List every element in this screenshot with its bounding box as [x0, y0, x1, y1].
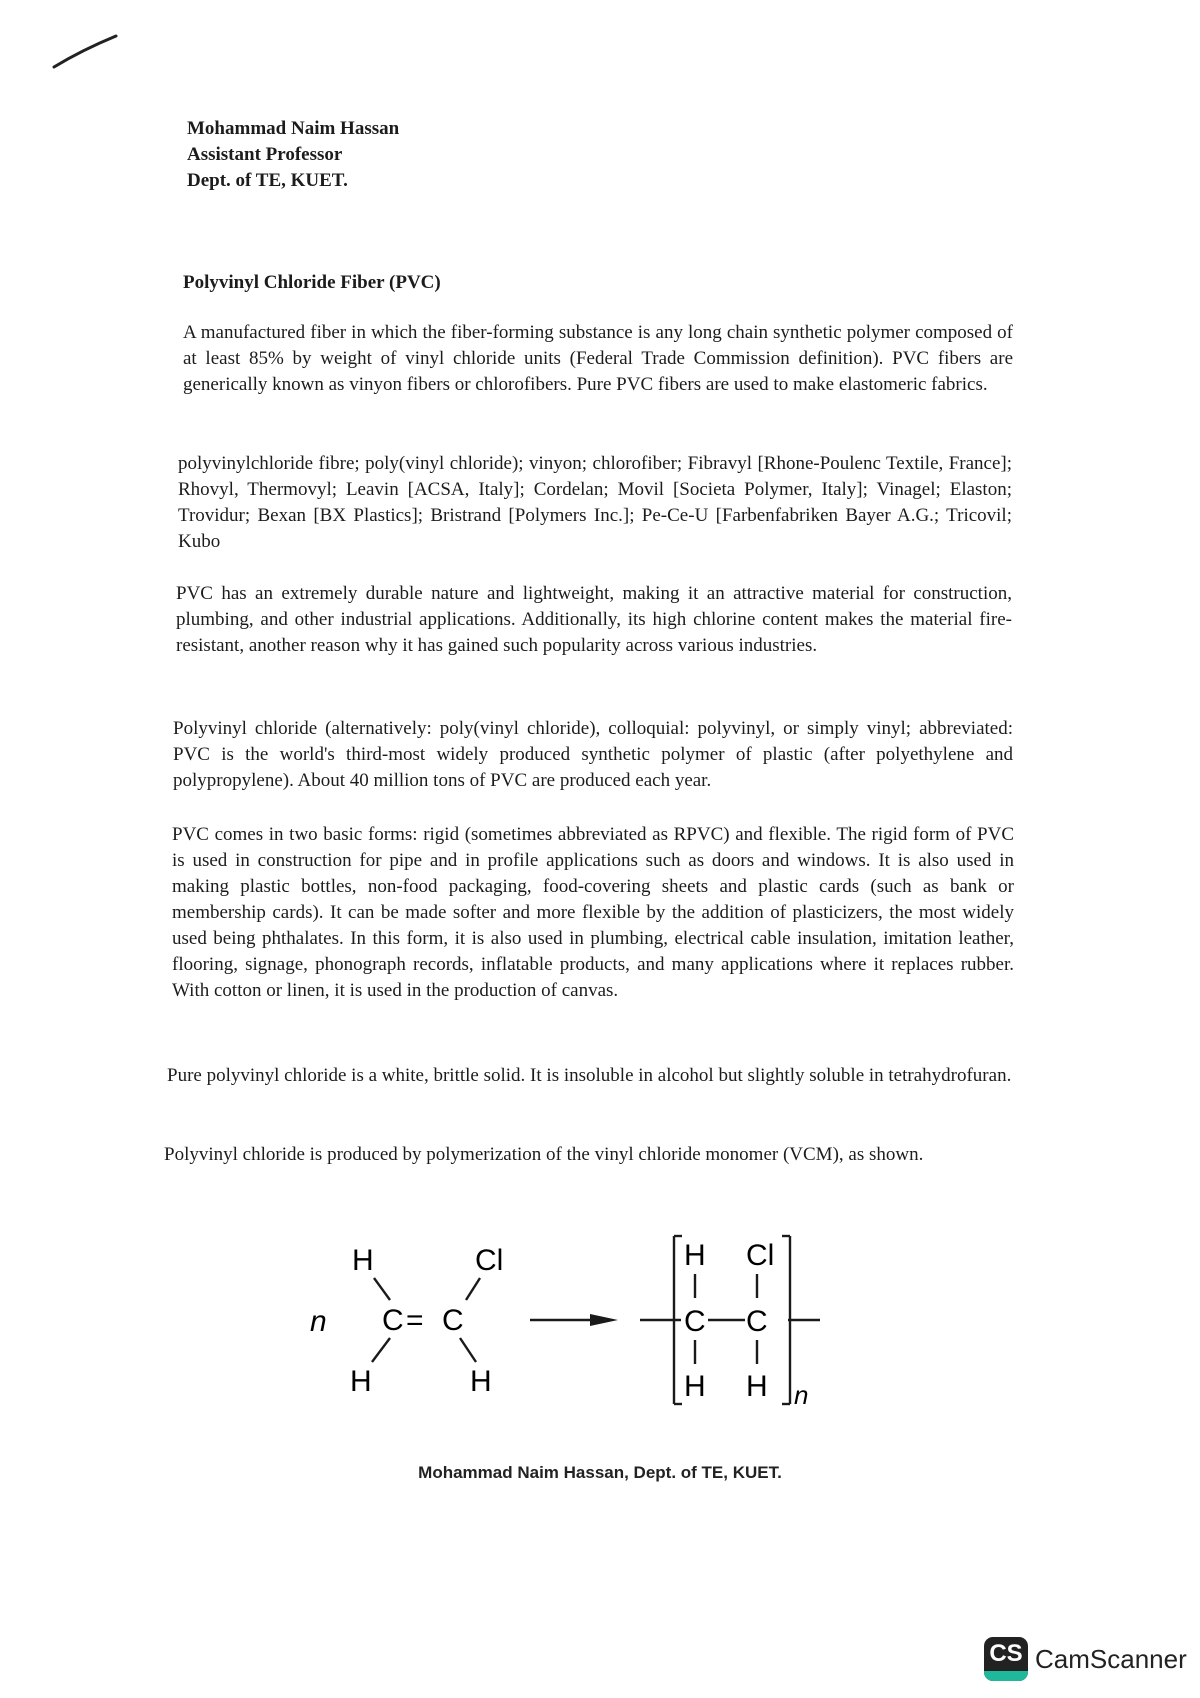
monomer-c-right: C — [442, 1304, 464, 1337]
paragraph-polymerization: Polyvinyl chloride is produced by polymerization of the vinyl chloride monomer (VCM), as shown. — [164, 1144, 924, 1165]
paragraph-synonyms: polyvinylchloride fibre; poly(vinyl chloride); vinyon; chlorofiber; Fibravyl [Rhone-Poulenc Textile, France]; Rhovyl, Thermovyl; Leavin [ACSA, Italy]; Cordelan; Movil [Societa Polymer, Italy]; Vinagel; Elaston; Trovidur; Bexan [BX Plastics]; Bristrand [Polymers Inc.]; Pe-Ce-U [Farbenfabriken Bayer A.G.; Tricovil; Kubo — [178, 453, 1012, 552]
bond-line — [372, 1338, 390, 1362]
author-name: Mohammad Naim Hassan — [187, 118, 400, 139]
camscanner-logo-text: CS — [989, 1640, 1023, 1667]
polymerization-reaction-diagram — [300, 1228, 880, 1408]
camscanner-watermark — [984, 1637, 1187, 1681]
bond-line — [374, 1278, 390, 1300]
polymer-subscript: n — [794, 1380, 809, 1408]
monomer-h-bottom-right: H — [470, 1365, 492, 1398]
monomer-double-bond: = — [406, 1304, 424, 1337]
monomer-h-bottom-left: H — [350, 1365, 372, 1398]
reaction-arrow-head — [590, 1314, 618, 1326]
pen-stroke-mark — [52, 34, 118, 70]
author-department: Dept. of TE, KUET. — [187, 170, 348, 191]
paragraph-properties: PVC has an extremely durable nature and lightweight, making it an attractive material for construction, plumbing, and other industrial applications. Additionally, its high chlorine content makes the material fire-resistant, another reason why it has gained such popularity across various industries. — [176, 583, 1012, 656]
monomer-cl-top: Cl — [475, 1244, 504, 1277]
polymer-cl-top: Cl — [746, 1239, 775, 1272]
polymer-h-bottom-right: H — [746, 1370, 768, 1403]
polymer-c-left: C — [684, 1305, 706, 1338]
paragraph-definition: A manufactured fiber in which the fiber-forming substance is any long chain synthetic polymer composed of at least 85% by weight of vinyl chloride units (Federal Trade Commission definition). PVC fibers are generically known as vinyon fibers or chlorofibers. Pure PVC fibers are used to make elastomeric fabrics. — [183, 322, 1013, 395]
camscanner-logo-icon — [984, 1637, 1028, 1681]
paragraph-solubility: Pure polyvinyl chloride is a white, brittle solid. It is insoluble in alcohol but slightly soluble in tetrahydrofuran. — [167, 1065, 1012, 1086]
footer-credit: Mohammad Naim Hassan, Dept. of TE, KUET. — [418, 1463, 782, 1482]
polymer-h-top: H — [684, 1239, 706, 1272]
monomer-h-top: H — [352, 1244, 374, 1277]
camscanner-name: CamScanner — [1035, 1643, 1187, 1674]
polymer-h-bottom-left: H — [684, 1370, 706, 1403]
author-block — [187, 116, 399, 194]
document-title: Polyvinyl Chloride Fiber (PVC) — [183, 272, 441, 293]
bond-line — [466, 1278, 480, 1300]
reaction-coefficient: n — [310, 1305, 327, 1338]
polymer-c-right: C — [746, 1305, 768, 1338]
bond-line — [460, 1338, 476, 1362]
paragraph-forms: PVC comes in two basic forms: rigid (sometimes abbreviated as RPVC) and flexible. The rigid form of PVC is used in construction for pipe and in profile applications such as doors and windows. It is also used in making plastic bottles, non-food packaging, food-covering sheets and plastic cards (such as bank or membership cards). It can be made softer and more flexible by the addition of plasticizers, the most widely used being phthalates. In this form, it is also used in plumbing, electrical cable insulation, imitation leather, flooring, signage, phonograph records, inflatable products, and many applications where it replaces rubber. With cotton or linen, it is used in the production of canvas. — [172, 824, 1014, 1001]
author-position: Assistant Professor — [187, 144, 343, 165]
monomer-c-left: C — [382, 1304, 404, 1337]
camscanner-logo-stripe — [984, 1671, 1028, 1681]
paragraph-overview: Polyvinyl chloride (alternatively: poly(vinyl chloride), colloquial: polyvinyl, or simply vinyl; abbreviated: PVC is the world's third-most widely produced synthetic polymer of plastic (after polyethylene and polypropylene). About 40 million tons of PVC are produced each year. — [173, 718, 1013, 791]
